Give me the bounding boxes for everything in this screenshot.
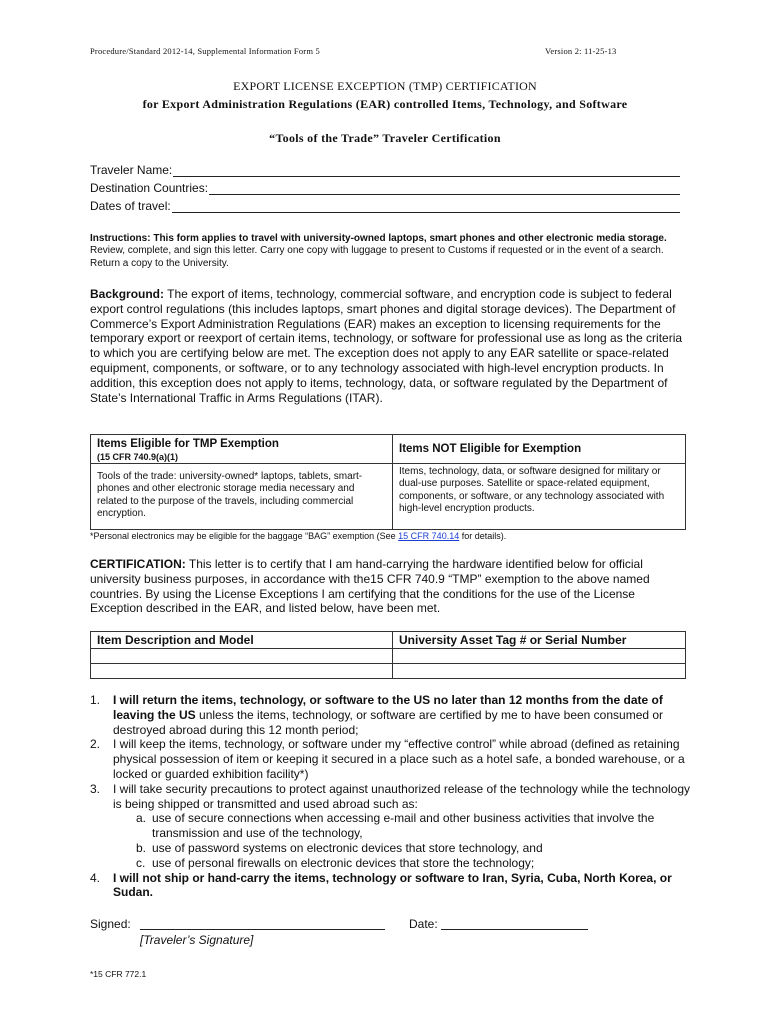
note-text: *Personal electronics may be eligible for the baggage “BAG” exemption (See: [90, 531, 399, 541]
date-label: Date:: [409, 917, 438, 931]
traveler-name-label: Traveler Name:: [90, 163, 173, 177]
asset-tag-cell-2[interactable]: [393, 664, 685, 678]
list-item: [90, 782, 690, 812]
background-text: The export of items, technology, commercial software, and encryption code is subject to federal export control regulations (this includes laptops, smart phones and digital storage devices). The Department of Commerce’s Export Administration Regulations (EAR) makes an exception to licensing requirements for the temporary export or reexport of certain items, technology, or software for professional use as long as the criteria to which you are certifying below are met. The exception does not apply to any EAR satellite or space-related equipment, components, or software, or to any technology associated with high-level encryption products. In addition, this exception does not apply to items, technology, data, or software regulated by the Department of State’s International Traffic in Arms Regulations (ITAR).: [90, 287, 683, 405]
background-label: Background:: [90, 287, 165, 301]
cfr-740-14-link[interactable]: 15 CFR 740.14: [398, 531, 460, 541]
certification-label: CERTIFICATION:: [90, 557, 186, 571]
list-item: [90, 871, 690, 901]
destination-countries-field[interactable]: [90, 179, 680, 195]
form-title: EXPORT LICENSE EXCEPTION (TMP) CERTIFICATION: [233, 79, 537, 93]
table-divider: [392, 435, 393, 529]
condition-3a-text: use of secure connections when accessing e-mail and other business activities that involve the transmission and use of the technology,: [152, 811, 655, 841]
condition-1-bold: I will return the items, technology, or software to the US no later than 12 months from the date of leaving the US: [113, 693, 663, 722]
not-eligible-text: Items, technology, data, or software designed for military or dual-use purposes. Satellite or space-related equipment, components, or software, or any technology associated with high-level encryption products.: [399, 466, 665, 514]
list-number: 2.: [90, 737, 101, 752]
asset-tag-cell-1[interactable]: [393, 649, 685, 663]
list-item: [90, 737, 690, 781]
condition-4-bold: I will not ship or hand-carry the items, technology or software to Iran, Syria, Cuba, North Korea, or Sudan.: [113, 870, 672, 900]
sub-list-letter: c.: [136, 855, 146, 870]
condition-3-text: I will take security precautions to protect against unauthorized release of the technology while the technology is being shipped or transmitted and used abroad such as:: [113, 781, 691, 811]
destination-countries-input-line[interactable]: [209, 182, 680, 195]
list-number: 3.: [90, 781, 101, 796]
item-description-header: Item Description and Model: [97, 633, 254, 647]
condition-1-text: unless the items, technology, or software are certified by me to have been consumed or destroyed abroad during this 12 month period;: [113, 707, 664, 737]
signed-label: Signed:: [90, 917, 131, 931]
dates-of-travel-input-line[interactable]: [172, 200, 680, 213]
eligible-cfr: (15 CFR 740.9(a)(1): [97, 452, 179, 462]
condition-2-text: I will keep the items, technology, or software under my “effective control” while abroad (defined as retaining physical possession of item or keeping it secured in a place such as a hotel safe, a bonded warehouse, or a locked or guarded exhibition facility*): [113, 737, 685, 781]
eligibility-table: [90, 434, 686, 530]
header-form-id: Procedure/Standard 2012-14, Supplemental Information Form 5: [90, 46, 320, 56]
eligible-text: Tools of the trade: university-owned* laptops, tablets, smart-phones and other electronic storage media necessary and related to the purpose of the travels, including commercial encryption.: [97, 471, 363, 519]
traveler-name-input-line[interactable]: [173, 164, 680, 177]
instructions-text: Review, complete, and sign this letter. Carry one copy with luggage to present to Customs if requested or in the event of a search. Return a copy to the University.: [90, 245, 664, 269]
dates-of-travel-label: Dates of travel:: [90, 199, 171, 213]
sub-list-letter: b.: [136, 840, 147, 855]
not-eligible-header: Items NOT Eligible for Exemption: [399, 443, 582, 455]
dates-of-travel-field[interactable]: [90, 197, 680, 213]
condition-3b-text: use of password systems on electronic devices that store technology, and: [152, 840, 543, 855]
table-divider: [91, 463, 685, 464]
certification-text: This letter is to certify that I am hand-carrying the hardware identified below for official university business purposes, in accordance with the15 CFR 740.9 “TMP” exemption to the above named countries. By using the License Exceptions I am certifying that the conditions for the use of the License Exception described in the EAR, and listed below, have been met.: [90, 557, 650, 616]
eligible-header: Items Eligible for TMP Exemption: [97, 438, 279, 450]
sub-list-item: [90, 841, 690, 856]
sub-list-item: [90, 811, 690, 841]
date-input-line[interactable]: [441, 929, 588, 930]
condition-3c-text: use of personal firewalls on electronic devices that store the technology;: [152, 855, 535, 870]
form-subtitle: for Export Administration Regulations (EAR) controlled Items, Technology, and Software: [142, 97, 628, 111]
sub-list-item: [90, 856, 690, 871]
note-text-end: for details).: [459, 531, 507, 541]
footnote: *15 CFR 772.1: [90, 969, 147, 979]
list-number: 1.: [90, 693, 101, 707]
destination-countries-label: Destination Countries:: [90, 181, 209, 195]
sub-list-letter: a.: [136, 811, 147, 826]
item-description-cell-2[interactable]: [91, 664, 391, 678]
asset-tag-header: University Asset Tag # or Serial Number: [399, 633, 627, 647]
signature-input-line[interactable]: [140, 929, 385, 930]
list-item: [90, 693, 690, 737]
conditions-list: [90, 693, 690, 900]
list-number: 4.: [90, 870, 101, 885]
item-description-cell-1[interactable]: [91, 649, 391, 663]
traveler-name-field[interactable]: [90, 161, 680, 177]
form-section-title: “Tools of the Trade” Traveler Certification: [269, 131, 501, 145]
header-version: Version 2: 11-25-13: [545, 46, 617, 56]
instructions-bold: Instructions: This form applies to travel with university-owned laptops, smart phones and other electronic media storage.: [90, 233, 667, 244]
signature-caption: [Traveler’s Signature]: [140, 933, 254, 947]
personal-electronics-note: [90, 531, 506, 541]
item-table: [90, 631, 686, 679]
background-paragraph: [90, 287, 690, 405]
certification-paragraph: [90, 557, 690, 616]
instructions: [90, 233, 690, 270]
